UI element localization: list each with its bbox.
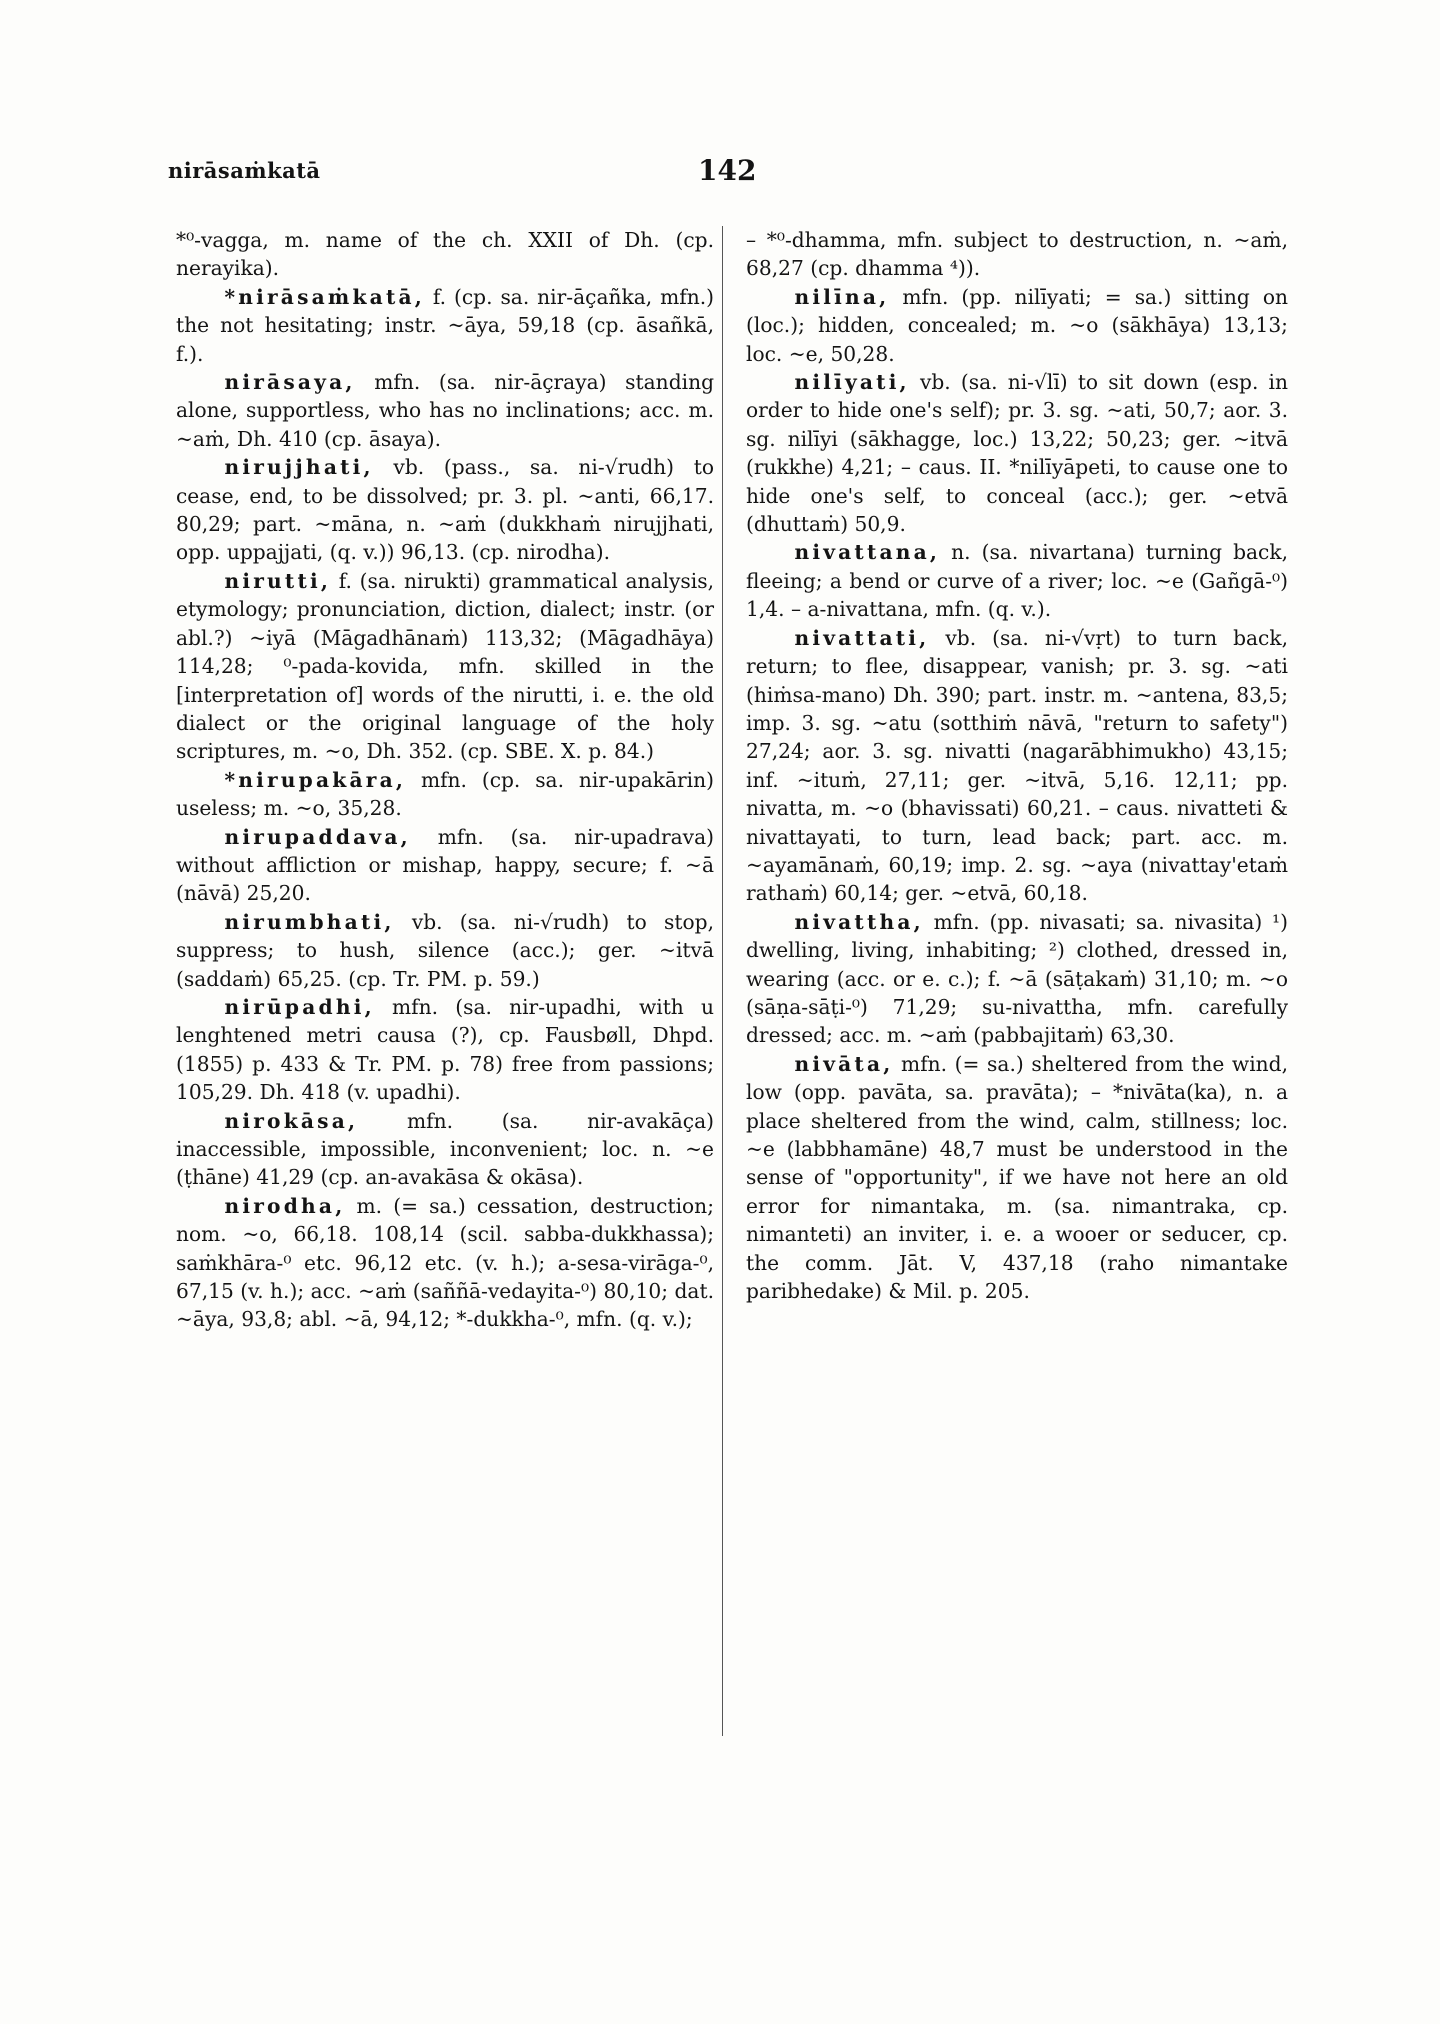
headword: nivattati, xyxy=(794,625,930,650)
entry-body: vb. (pass., sa. ni-√rudh) to cease, end, to be dissolved; pr. 3. pl. ~anti, 66,17. 80,29; part. ~māna, n. ~aṁ (dukkhaṁ nirujjhati, opp. uppajjati, (q. v.)) 96,13. (cp. nirodha). xyxy=(176,455,714,565)
headword: *nirāsaṁkatā, xyxy=(224,284,425,309)
dictionary-entry xyxy=(746,538,1288,623)
headword: nirūpadhi, xyxy=(224,994,375,1019)
headword: nirumbhati, xyxy=(224,909,395,934)
entry-body: mfn. (sa. nir-upadrava) without affliction or mishap, happy, secure; f. ~ā (nāvā) 25,20. xyxy=(176,824,714,906)
dictionary-entry xyxy=(176,1107,714,1192)
headword: nivattha, xyxy=(794,909,924,934)
dictionary-entry xyxy=(176,993,714,1107)
dictionary-entry xyxy=(176,283,714,368)
entry-body: f. (cp. sa. nir-āçañka, mfn.) the not hesitating; instr. ~āya, 59,18 (cp. āsañkā, f.). xyxy=(176,284,714,366)
dictionary-entry xyxy=(176,823,714,908)
dictionary-entry xyxy=(176,1192,714,1334)
dictionary-entry xyxy=(746,283,1288,368)
headword: nilīna, xyxy=(794,284,890,309)
entry-body: n. (sa. nivartana) turning back, fleeing; a bend or curve of a river; loc. ~e (Gañgā-⁰) 1,4. – a-nivattana, mfn. (q. v.). xyxy=(746,540,1288,622)
right-column xyxy=(746,226,1288,1305)
entry-body: mfn. (pp. nilīyati; = sa.) sitting on (loc.); hidden, concealed; m. ~o (sākhāya) 13,13; loc. ~e, 50,28. xyxy=(746,284,1288,366)
page-number: 142 xyxy=(698,154,757,187)
dictionary-entry xyxy=(746,226,1288,283)
dictionary-entry xyxy=(746,1050,1288,1306)
headword: nirāsaya, xyxy=(224,370,356,395)
dictionary-entry xyxy=(176,567,714,766)
dictionary-entry xyxy=(746,908,1288,1050)
column-divider xyxy=(722,226,723,1736)
headword: nivāta, xyxy=(794,1051,894,1076)
page-header xyxy=(168,154,1288,198)
entry-body: mfn. (pp. nivasati; sa. nivasita) ¹) dwelling, living, inhabiting; ²) clothed, dressed in, wearing (acc. or e. c.); f. ~ā (sāṭakaṁ) 31,10; m. ~o (sāṇa-sāṭi-⁰) 71,29; su-nivattha, mfn. carefully dressed; acc. m. ~aṁ (pabbajitaṁ) 63,30. xyxy=(746,909,1288,1048)
headword: nirokāsa, xyxy=(224,1108,359,1133)
dictionary-entry xyxy=(176,908,714,993)
entry-body: *⁰-vagga, m. name of the ch. XXII of Dh. (cp. nerayika). xyxy=(176,228,714,281)
headword: nirodha, xyxy=(224,1193,346,1218)
running-head: nirāsaṁkatā xyxy=(168,158,321,183)
dictionary-entry xyxy=(176,453,714,567)
headword: nilīyati, xyxy=(794,370,910,395)
entry-body: – *⁰-dhamma, mfn. subject to destruction, n. ~aṁ, 68,27 (cp. dhamma ⁴)). xyxy=(746,228,1288,281)
headword: *nirupakāra, xyxy=(224,767,407,792)
dictionary-entry xyxy=(176,368,714,453)
entry-body: vb. (sa. ni-√vṛt) to turn back, return; to flee, disappear, vanish; pr. 3. sg. ~ati (hiṁsa-mano) Dh. 390; part. instr. m. ~antena, 83,5; imp. 3. sg. ~atu (sotthiṁ nāvā, "return to safety") 27,24; aor. 3. sg. nivatti (nagarābhimukho) 43,15; inf. ~ituṁ, 27,11; ger. ~itvā, 5,16. 12,11; pp. nivatta, m. ~o (bhavissati) 60,21. – caus. nivatteti & nivattayati, to turn, lead back; part. acc. m. ~ayamānaṁ, 60,19; imp. 2. sg. ~aya (nivattay'etaṁ rathaṁ) 60,14; ger. ~etvā, 60,18. xyxy=(746,625,1288,906)
left-column xyxy=(176,226,714,1334)
dictionary-entry xyxy=(746,368,1288,538)
entry-body: mfn. (= sa.) sheltered from the wind, low (opp. pavāta, sa. pravāta); – *nivāta(ka), n. a place sheltered from the wind, calm, stillness; loc. ~e (labbhamāne) 48,7 must be understood in the sense of "opportunity", if we have not here an old error for nimantaka, m. (sa. nimantraka, cp. nimanteti) an inviter, i. e. a wooer or seducer, cp. the comm. Jāt. V, 437,18 (raho nimantake paribhedake) & Mil. p. 205. xyxy=(746,1051,1288,1304)
entry-body: mfn. (sa. nir-upadhi, with u lenghtened metri causa (?), cp. Fausbøll, Dhpd. (1855) p. 433 & Tr. PM. p. 78) free from passions; 105,29. Dh. 418 (v. upadhi). xyxy=(176,994,714,1105)
headword: nirupaddava, xyxy=(224,824,411,849)
headword: nirutti, xyxy=(224,568,332,593)
entry-body: m. (= sa.) cessation, destruction; nom. ~o, 66,18. 108,14 (scil. sabba-dukkhassa); saṁkhāra-⁰ etc. 96,12 etc. (v. h.); a-sesa-virāga-⁰, 67,15 (v. h.); acc. ~aṁ (saññā-vedayita-⁰) 80,10; dat. ~āya, 93,8; abl. ~ā, 94,12; *-dukkha-⁰, mfn. (q. v.); xyxy=(176,1193,714,1332)
dictionary-entry xyxy=(176,226,714,283)
dictionary-entry xyxy=(176,766,714,823)
headword: nirujjhati, xyxy=(224,455,374,480)
headword: nivattana, xyxy=(794,540,941,565)
entry-body: vb. (sa. ni-√rudh) to stop, suppress; to hush, silence (acc.); ger. ~itvā (saddaṁ) 65,25. (cp. Tr. PM. p. 59.) xyxy=(176,909,714,991)
entry-body: vb. (sa. ni-√lī) to sit down (esp. in order to hide one's self); pr. 3. sg. ~ati, 50,7; aor. 3. sg. nilīyi (sākhagge, loc.) 13,22; 50,23; ger. ~itvā (rukkhe) 4,21; – caus. II. *nilīyāpeti, to cause one to hide one's self, to conceal (acc.); ger. ~etvā (dhuttaṁ) 50,9. xyxy=(746,370,1288,537)
entry-body: mfn. (cp. sa. nir-upakārin) useless; m. ~o, 35,28. xyxy=(176,767,714,821)
entry-body: mfn. (sa. nir-āçraya) standing alone, supportless, who has no inclinations; acc. m. ~aṁ, Dh. 410 (cp. āsaya). xyxy=(176,370,714,451)
entry-body: mfn. (sa. nir-avakāça) inaccessible, impossible, inconvenient; loc. n. ~e (ṭhāne) 41,29 (cp. an-avakāsa & okāsa). xyxy=(176,1108,714,1190)
dictionary-entry xyxy=(746,624,1288,908)
entry-body: f. (sa. nirukti) grammatical analysis, etymology; pronunciation, diction, dialect; instr. (or abl.?) ~iyā (Māgadhānaṁ) 113,32; (Māgadhāya) 114,28; ⁰-pada-kovida, mfn. skilled in the [interpretation of] words of the nirutti, i. e. the old dialect or the original language of the holy scriptures, m. ~o, Dh. 352. (cp. SBE. X. p. 84.) xyxy=(176,568,714,764)
